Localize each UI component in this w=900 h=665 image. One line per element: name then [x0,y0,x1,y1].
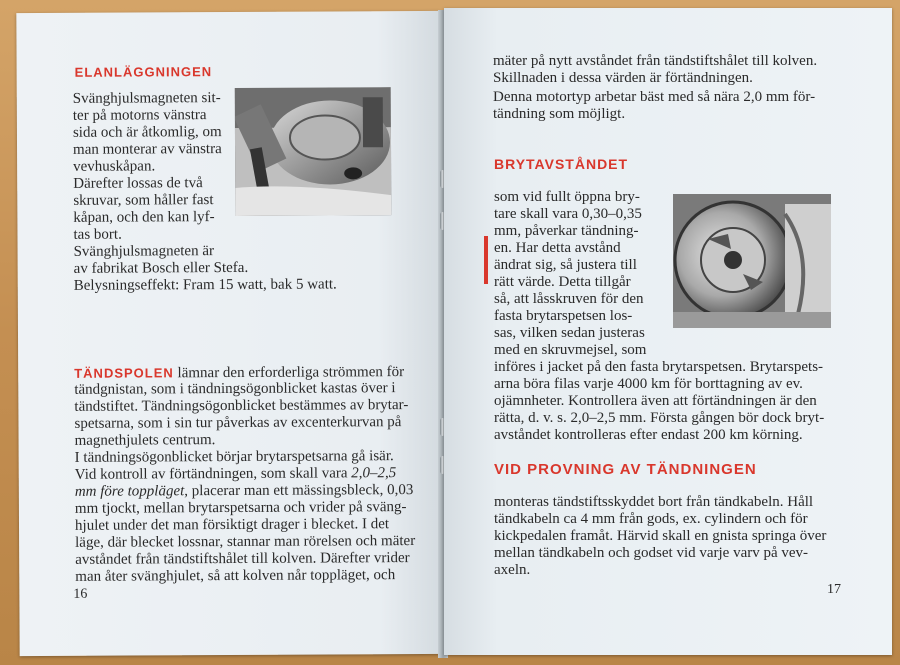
section1-line-8: kåpan, och den kan lyf- [73,209,215,226]
section1-line-2: ter på motorns vänstra [72,107,207,124]
section3-full-line-1: införes i jacket på den fasta brytarspetsen. Brytarspets- [494,359,824,375]
section2-line-13: man åter svänghjulet, så att kolven når toppläget, och [75,567,396,585]
breaker-points-photo [673,194,831,328]
section3-full-line-5: avståndet kontrolleras efter endast 200 km körning. [494,427,803,443]
heading-vid-provning: VID PROVNING AV TÄNDNINGEN [494,461,757,478]
section1-line-7: skruvar, som håller fast [73,192,214,209]
section3-full-line-2: arna böra filas varje 4000 km för borttagning av ev. [494,376,803,392]
section3-line-9: sas, vilken sedan justeras [494,325,645,341]
section3-line-6: rätt värde. Detta tillgår [494,274,631,290]
section3-full-line-3: ojämnheter. Kontrollera även att förtändningen är den [494,393,817,409]
section1-line-3: sida och är åtkomlig, om [72,124,222,141]
section2-line-2: tändgnistan, som i tändningsögonblicket kastas över i [74,380,396,398]
intro-line-1: mäter på nytt avståndet från tändstiftshålet till kolven. [493,53,818,69]
page-number-left: 16 [73,586,88,602]
section2-line-7-text: Vid kontroll av förtändningen, som skall vara [74,465,348,483]
section4-line-4: mellan tändkabeln och godset vid varje varv på vev- [494,545,809,561]
section2-line-4: spetsarna, som i sin tur påverkas av excenterkurvan på [74,414,402,432]
intro-line-4: tändning som möjligt. [493,106,626,122]
right-page [444,8,892,655]
section1-line-10: Svänghjulsmagneten är [73,243,215,260]
section2-first-line-text: lämnar den erforderliga strömmen för [177,364,405,382]
section3-line-8: fasta brytarspetsen los- [494,308,633,324]
section1-line-9: tas bort. [73,226,122,243]
intro-line-3: Denna motortyp arbetar bäst med så nära 2,0 mm för- [493,89,816,105]
section3-line-2: tare skall vara 0,30–0,35 [494,206,642,222]
engine-photo-magneto [235,87,392,216]
section2-line-10: hjulet under det man försiktigt drager i blecket. I det [74,516,390,534]
section2-line-11: läge, där blecket lossnar, stannar man rörelsen och mäter [75,533,416,551]
section2-line-6: I tändningsögonblicket börjar brytarspetsarna gå isär. [74,448,394,466]
section3-line-1: som vid fullt öppna bry- [494,189,640,205]
section2-line-7 [75,465,397,484]
section2-line-8-text: placerar man ett mässingsbleck, 0,03 [191,482,414,500]
section3-line-5: ändrat sig, så justera till [494,257,637,273]
italic-value-advance: 2,0–2,5 [351,465,397,482]
section2-line-9: mm tjockt, mellan brytarspetsarna och vrider på sväng- [74,499,407,517]
section3-line-4: en. Har detta avstånd [494,240,621,256]
italic-value-before-top: mm före toppläget, [74,483,189,500]
section1-line-12: Belysningseffekt: Fram 15 watt, bak 5 watt. [73,276,337,294]
section4-line-5: axeln. [494,562,531,578]
heading-tandspolen: TÄNDSPOLEN [74,365,174,381]
left-page [16,11,443,656]
section1-line-5: vevhuskåpan. [73,158,156,175]
engine-photo-graphic [235,87,392,216]
page-number-right: 17 [827,582,841,597]
section1-line-4: man monterar av vänstra [72,141,222,158]
margin-marker [484,236,488,284]
section4-line-3: kickpedalen framåt. Härvid skall en gnista springa över [494,528,827,544]
section3-line-3: mm, påverkar tändning- [494,223,639,239]
heading-elanlaggningen: ELANLÄGGNINGEN [74,64,213,80]
section2-line-3: tändstiftet. Tändningsögonblicket bestämmes av brytar- [74,397,409,415]
section3-line-10: med en skruvmejsel, som [494,342,647,358]
section4-line-2: tändkabeln ca 4 mm från gods, ex. cylindern och för [494,511,808,527]
heading-brytavstandet: BRYTAVSTÅNDET [494,156,629,172]
breaker-photo-graphic [673,194,831,328]
section1-line-11: av fabrikat Bosch eller Stefa. [73,259,249,277]
section2-line-12: avståndet från tändstiftshålet till kolven. Därefter vrider [75,550,410,568]
section2-line-5: magnethjulets centrum. [74,432,216,449]
section1-line-6: Därefter lossas de två [73,175,203,192]
section3-full-line-4: rätta, d. v. s. 2,0–2,5 mm. Första gången bör dock bryt- [494,410,825,426]
section1-line-1: Svänghjulsmagneten sit- [72,90,221,107]
section4-line-1: monteras tändstiftsskyddet bort från tändkabeln. Håll [494,494,814,510]
section2-line-8 [75,482,414,501]
intro-line-2: Skillnaden i dessa värden är förtändningen. [493,70,753,86]
section3-line-7: så, att låsskruven för den [494,291,644,307]
